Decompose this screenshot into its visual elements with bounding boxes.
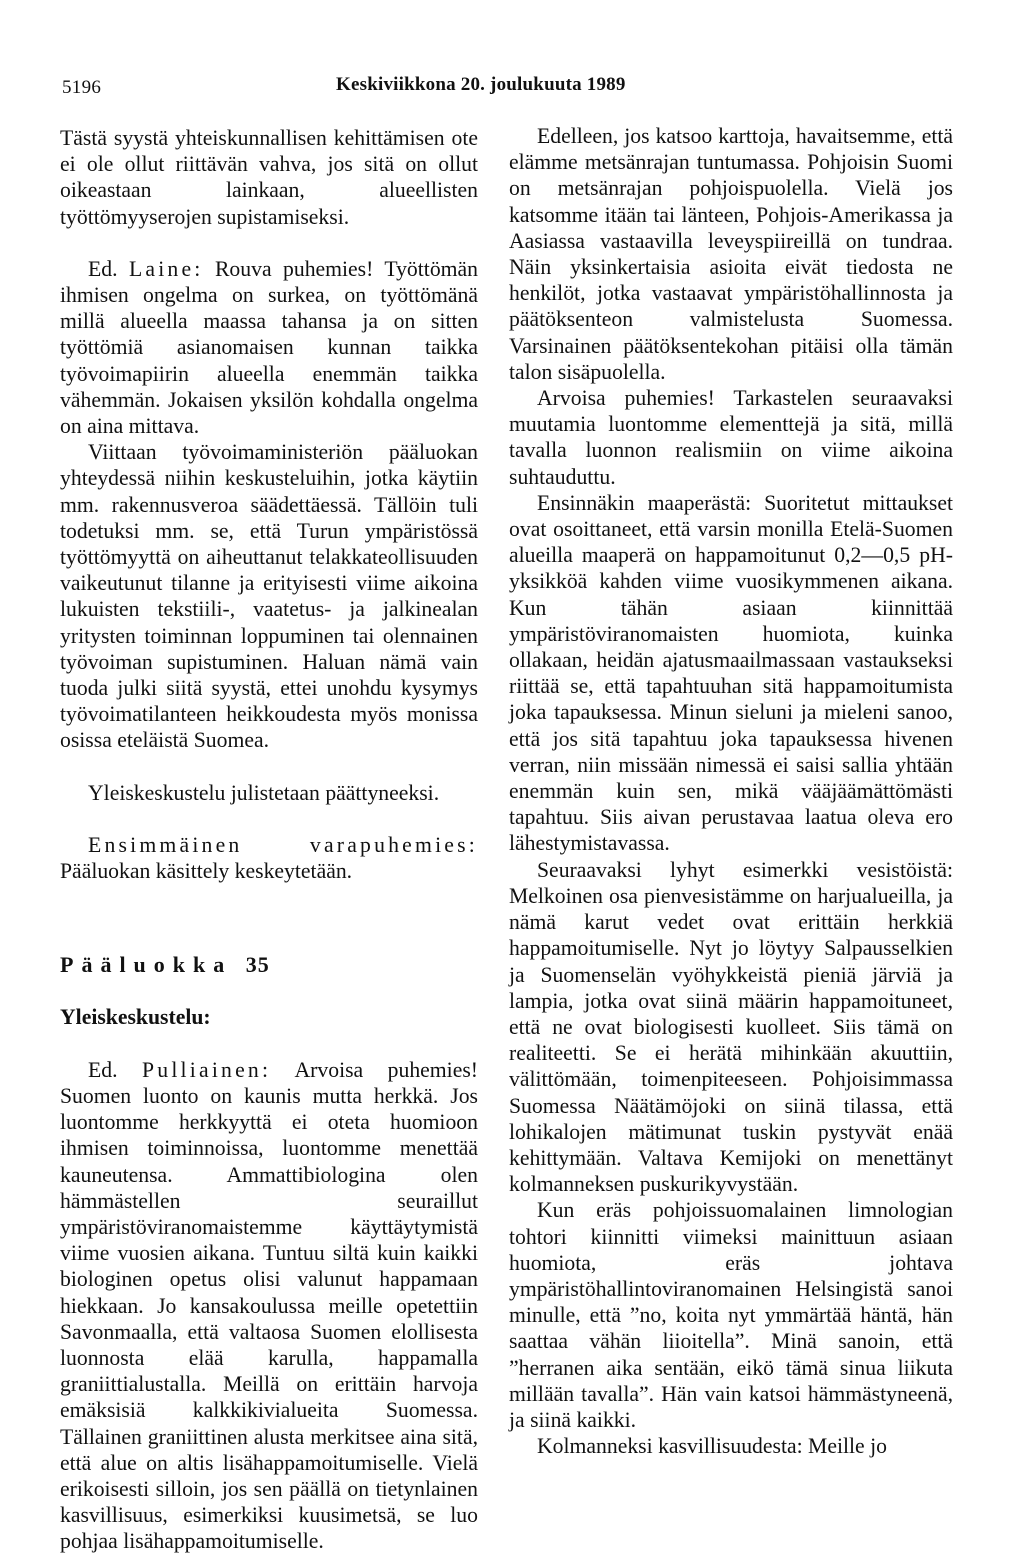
section-title-text: Pääluokka <box>60 952 233 978</box>
paragraph: Arvoisa puhemies! Tarkastelen seuraavaksi muutamia luontomme elementtejä ja sitä, millä tavalla luonnon realismiin on viime aikoina suhtauduttu. <box>509 386 953 489</box>
paragraph: Kolmanneksi kasvillisuudesta: Meille jo <box>537 1434 887 1459</box>
section-title <box>60 952 478 978</box>
speech-laine <box>60 256 478 439</box>
subheading: Yleiskeskustelu: <box>60 1005 211 1030</box>
paragraph: Ensinnäkin maaperästä: Suoritetut mittaukset ovat osoittaneet, että varsin monilla Etelä-Suomen alueilla maaperä on happamoitunut 0,2—0,5 pH-yksikköä kahden viime vuosikymmenen aikana. Kun tähän asiaan kiinnittää ympäristöviranomaisten huomiota, kuinka ollakaan, heidän ajatusmaailmassaan vastaukseksi riittää se, että tapahtuuhan sitä happamoitumista joka tapauksessa. Minun sieluni ja mieleni sanoo, että jos sitä tapahtuu joka tapauksessa hivenen verran, niin missään nimessä ei saisi sallia yhtään enemmän kuin sen, mikä vääjäämättömästi tapahtuu. Siis aivan perustavaa laatua oleva ero lähestymistavassa. <box>509 490 953 856</box>
section-number: 35 <box>245 952 270 978</box>
chair-statement: Yleiskeskustelu julistetaan päättyneeksi. <box>88 780 440 805</box>
paragraph: Edelleen, jos katsoo karttoja, havaitsemme, että elämme metsänrajan tuntumassa. Pohjoisin Suomi on metsänrajan pohjoispuolella. Vielä jos katsomme itään tai länteen, Pohjois-Amerikassa ja Aasiassa vastaavilla leveyspiireillä on tundraa. Näin yksinkertaisia asioita eivät tiedosta ne henkilöt, jotka vastaavat ympäristöhallinnosta ja päätöksenteon valmistelusta Suomessa. Varsinainen päätöksentekohan pitäisi olla tämän talon sisäpuolella. <box>509 124 953 384</box>
speaker-name: Laine: <box>128 256 204 281</box>
paragraph: Kun eräs pohjoissuomalainen limnologian tohtori kiinnitti viimeksi mainittuun asiaan huomiota, eräs johtava ympäristöhallintoviranomainen Helsingistä sanoi minulle, että ”no, koita nyt ymmärtää häntä, hän saattaa vähän liioitella”. Minä sanoin, että ”herranen aika sentään, eikö tämä sinua liikuta millään tavalla”. Hän vain katsoi hämmästyneenä, ja siinä kaikki. <box>509 1198 953 1432</box>
speaker-prefix: Ed. <box>88 256 118 281</box>
speech-pulliainen <box>60 1057 478 1555</box>
running-head: Keskiviikkona 20. joulukuuta 1989 <box>336 74 626 95</box>
paragraph: Viittaan työvoimaministeriön pääluokan yhteydessä niihin keskusteluihin, jotka käytiin mm. rakennusveroa säädettäessä. Tällöin tuli todetuksi mm. se, että Turun ympäristössä työttömyyttä on aiheuttanut telakkateollisuuden vaikeutunut tilanne ja erityisesti viime aikoina lukuisten tekstiili-, vaatetus- ja jalkinealan yritysten toiminnan loppuminen tai olennainen työvoiman supistuminen. Haluan nämä vain tuoda julki siitä syystä, ettei unohdu kysymys työvoimatilanteen heikkoudesta myös monissa osissa eteläistä Suomea. <box>60 440 478 753</box>
paragraph: Tästä syystä yhteiskunnallisen kehittämisen ote ei ole ollut riittävän vahva, jos sitä on ollut oikeastaan lainkaan, alueellisten työttömyyserojen supistamiseksi. <box>60 126 478 229</box>
left-column <box>60 125 478 1555</box>
speaker-prefix: Ed. <box>88 1057 118 1082</box>
statement-text: Pääluokan käsittely keskeytetään. <box>60 859 353 884</box>
speaker-name: Pulliainen: <box>142 1057 272 1082</box>
page-header <box>0 0 1024 100</box>
paragraph: Seuraavaksi lyhyt esimerkki vesistöistä: Melkoinen osa pienvesistämme on harjualueilla, ja nämä karut vedet ovat erittäin herkkiä happamoitumiselle. Nyt jo löytyy Salpausselkien ja Suomenselän vyöhykkeistä pieniä järviä ja lampia, jotka ovat siinä määrin happamoituneet, että ne ovat biologisesti kuolleet. Siis tämä on realiteetti. Se ei herätä mihinkään akuuttiin, välittömään, toimenpiteeseen. Pohjoisimmassa Suomessa Näätämöjoki on siinä tilassa, että lohikalojen mätimunat tuskin pystyvät enää kehittymään. Valtava Kemijoki on menettänyt kolmanneksen puskurikyvystään. <box>509 857 953 1197</box>
speech-text: Arvoisa puhemies! Suomen luonto on kaunis mutta herkkä. Jos luontomme herkkyyttä ei oteta huomioon ihmisen toiminnoissa, luontomme menettää kauneutensa. Ammattibiologina olen hämmästellen seuraillut ympäristöviranomaistemme käyttäytymistä viime vuosien aikana. Tuntuu siltä kuin kaikki biologinen opetus olisi valunut happamaan hiekkaan. Jo kansakoulussa meille opetettiin Savonmaalla, että valtaosa Suomen elollisesta luonnosta elää karulla, happamalla graniittialustalla. Meillä on erittäin harvoja emäksisiä kalkkikivialueita Suomessa. Tällainen graniittinen alusta merkitsee aina sitä, että alue on altis lisähappamoitumiselle. Vielä erikoisesti silloin, jos sen päällä on tietynlainen kasvillisuus, esimerkiksi kuusimetsä, se luo pohjaa lisähappamoitumiselle. <box>60 1057 478 1554</box>
chair-statement <box>60 832 478 884</box>
speech-text: Rouva puhemies! Työttömän ihmisen ongelma on surkea, on työttömänä millä alueella maassa tahansa ja on sitten työttömiä asianomaisen kunnan taikka työvoimapiirin alueella enemmän taikka vähemmän. Jokaisen yksilön kohdalla ongelma on aina mittava. <box>60 256 479 439</box>
right-column <box>509 123 953 1459</box>
speaker-name: Ensimmäinen varapuhemies: <box>88 832 478 857</box>
page-number: 5196 <box>62 77 102 98</box>
